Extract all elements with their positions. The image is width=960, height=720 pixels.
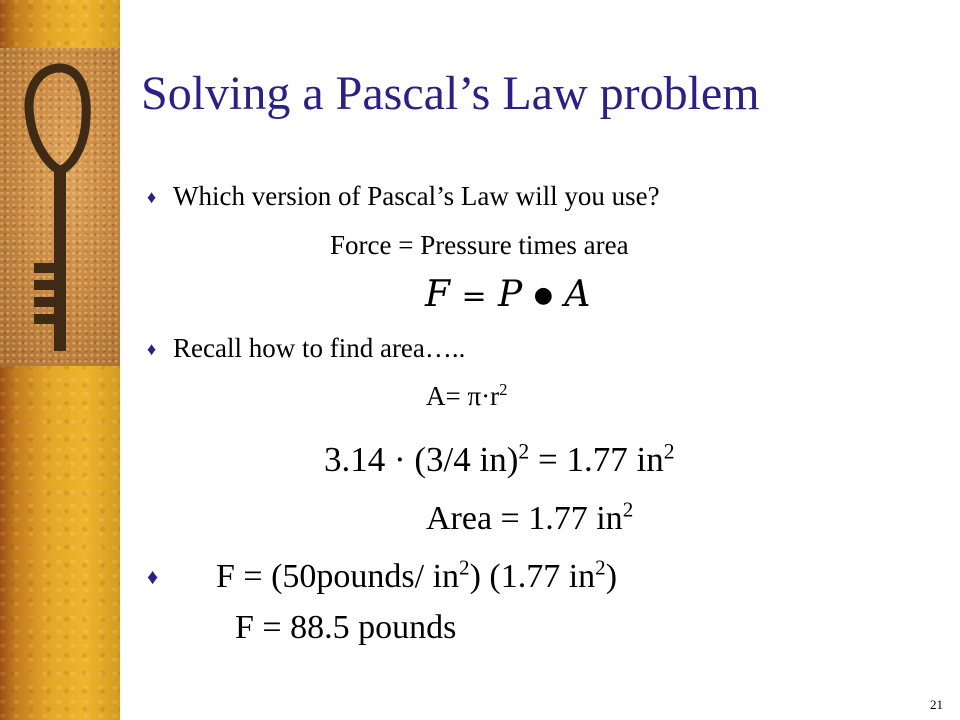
slide-title: Solving a Pascal’s Law problem: [141, 67, 760, 120]
formula-p: P: [498, 274, 523, 315]
bullet-diamond-icon: ♦: [147, 339, 157, 359]
area-formula: [426, 380, 507, 412]
area-calculation: [324, 440, 675, 480]
force-calc-part1: F = (50pounds/ in: [216, 558, 460, 595]
bullet-diamond-icon: ♦: [147, 564, 159, 589]
calc-exponent1: 2: [518, 439, 530, 464]
force-result: F = 88.5 pounds: [235, 609, 457, 646]
force-definition-text: Force = Pressure times area: [330, 230, 629, 260]
bullet-recall-text: Recall how to find area…..: [173, 333, 466, 363]
calc-part2: = 1.77 in: [529, 440, 664, 479]
formula-equals: =: [461, 279, 487, 314]
force-calc-part2: ) (1.77 in: [469, 558, 596, 595]
formula-f: F: [425, 274, 450, 315]
calc-part1: 3.14 · (3/4 in): [324, 440, 519, 479]
force-calculation: [216, 557, 617, 597]
area-formula-exponent: 2: [499, 380, 508, 399]
formula-a: A: [564, 274, 591, 315]
bullet-question-text: Which version of Pascal’s Law will you use?: [173, 181, 660, 211]
area-result: [426, 499, 633, 539]
key-photo: [0, 48, 120, 366]
bullet-diamond-icon: ♦: [147, 187, 157, 207]
calc-exponent2: 2: [663, 439, 675, 464]
area-result-exponent: 2: [622, 497, 634, 522]
force-calc-part3: ): [605, 558, 618, 595]
area-formula-base: A= π·r: [426, 381, 500, 411]
area-result-text: Area = 1.77 in: [426, 500, 623, 537]
page-number: 21: [930, 697, 943, 712]
formula-dot: ●: [533, 283, 553, 308]
force-calc-exponent1: 2: [459, 555, 470, 580]
key-icon: [0, 48, 120, 366]
force-formula: [425, 274, 590, 315]
force-calc-exponent2: 2: [595, 555, 606, 580]
